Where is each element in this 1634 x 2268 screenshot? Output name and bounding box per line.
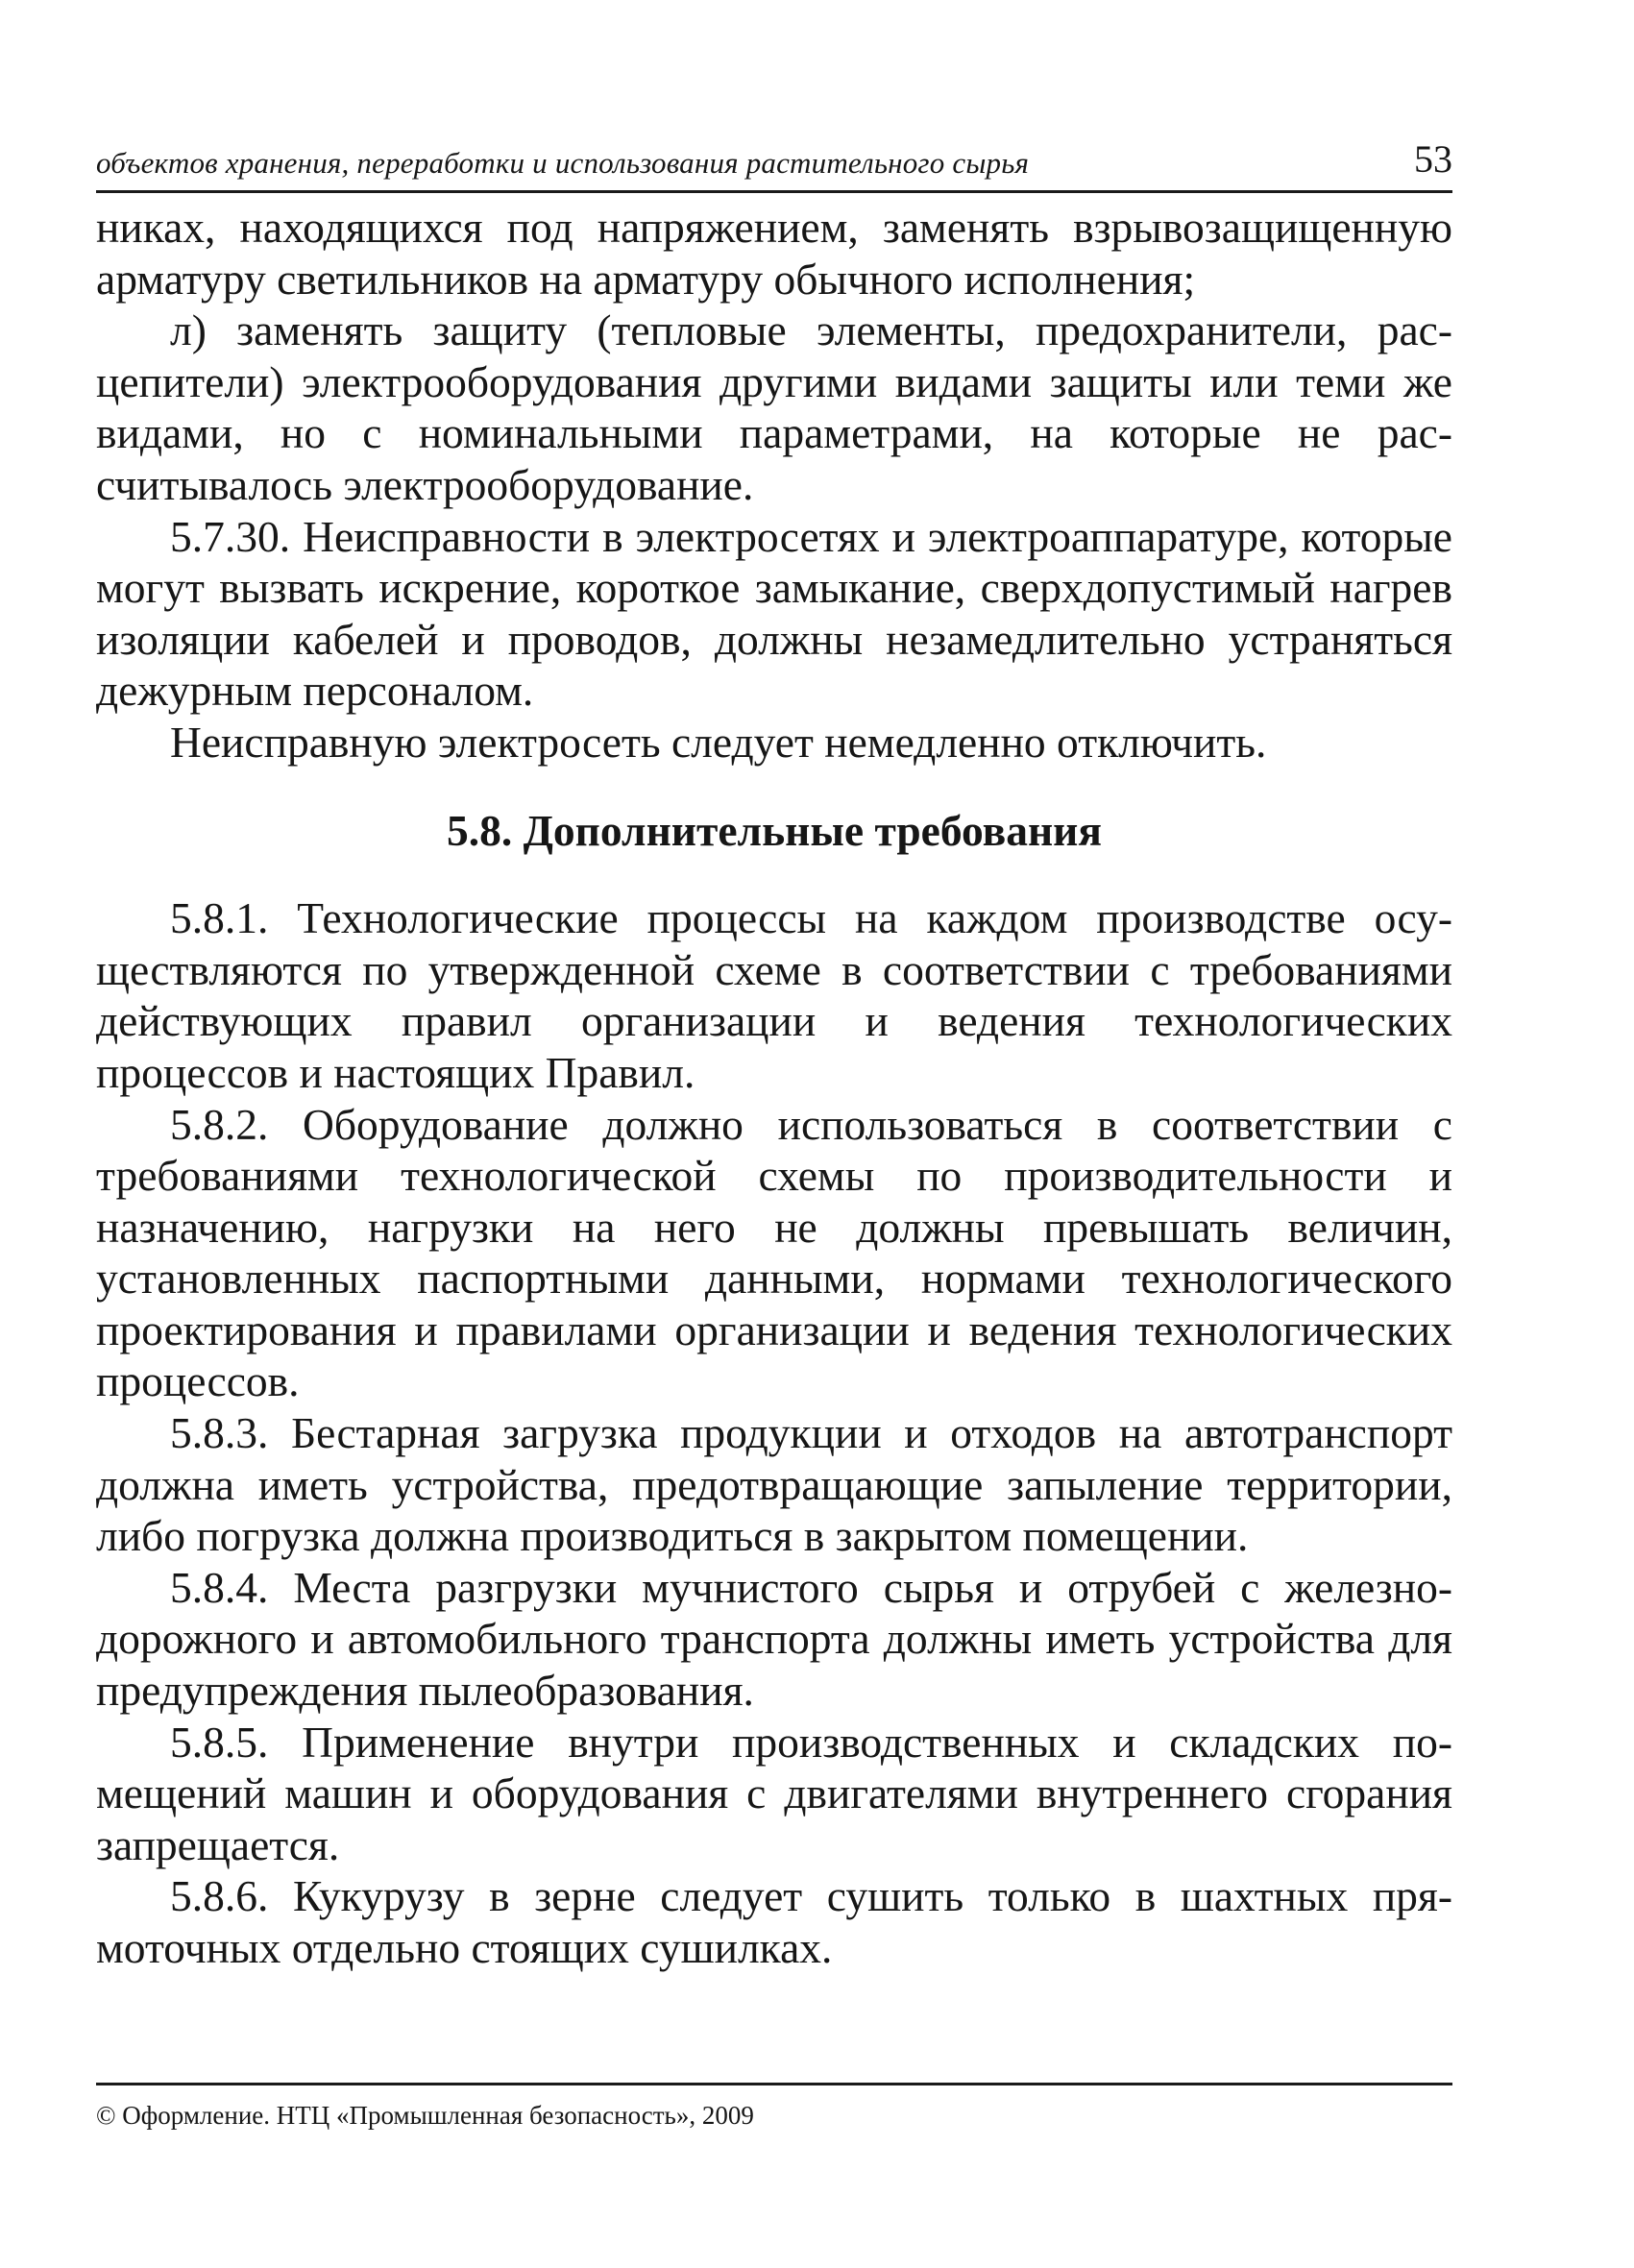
section-heading: 5.8. Дополнительные требования <box>447 805 1102 855</box>
running-header-title: объектов хранения, переработки и использования растительного сырья <box>96 146 1030 180</box>
paragraph-5-8-6: 5.8.6. Кукурузу в зерне следует сушить только в шахтных прямоточных отдельно стоящих сушилках. <box>96 1871 1452 1972</box>
paragraph-5-8-4: 5.8.4. Места разгрузки мучнистого сырья и отрубей с железнодорожного и автомобильного транспорта должны иметь устройства для предупреждения пылеобразования. <box>96 1562 1452 1716</box>
paragraph-5-7-30: 5.7.30. Неисправности в электросетях и электроаппаратуре, которые могут вызвать искрение, короткое замыкание, сверхдопустимый нагрев изоляции кабелей и проводов, должны незамедлительно устраняться дежурным персоналом. <box>96 511 1452 716</box>
body-text <box>96 202 1452 1974</box>
copyright-text: © Оформление. НТЦ «Промышленная безопасность», 2009 <box>96 2101 754 2130</box>
paragraph-5-8-5: 5.8.5. Применение внутри производственных и складских помещений машин и оборудования с двигателями внутреннего сгорания запрещается. <box>96 1717 1452 1869</box>
paragraph-5-8-1: 5.8.1. Технологические процессы на каждом производстве осуществляются по утвержденной схеме в соответствии с требованиями действующих правил организации и ведения технологических процессов и настоящих Правил. <box>96 893 1452 1097</box>
page-number: 53 <box>1414 137 1452 181</box>
footer <box>96 2083 1452 2131</box>
paragraph-5-8-3: 5.8.3. Бестарная загрузка продукции и отходов на автотранспорт должна иметь устройства, предотвращающие запыление территории, либо погрузка должна производиться в закрытом помещении. <box>96 1408 1452 1561</box>
paragraph-5-8-2: 5.8.2. Оборудование должно использоваться в соответствии с требованиями технологической схемы по производительности и назначению, нагрузки на него не должны превышать величин, установленных паспортными данными, нормами технологического проектирования и правилами организации и ведения технологических процессов. <box>96 1099 1452 1406</box>
paragraph-item-l: л) заменять защиту (тепловые элементы, предохранители, расцепители) электрооборудования другими видами защиты или теми же видами, но с номинальными параметрами, на которые не рассчитывалось электрооборудование. <box>96 305 1452 509</box>
paragraph-continuation: никах, находящихся под напряжением, заменять взрывозащищенную арматуру светильников на арматуру обычного исполнения; <box>96 203 1452 304</box>
running-header <box>96 137 1452 193</box>
paragraph-disconnect: Неисправную электросеть следует немедленно отключить. <box>170 717 1267 767</box>
